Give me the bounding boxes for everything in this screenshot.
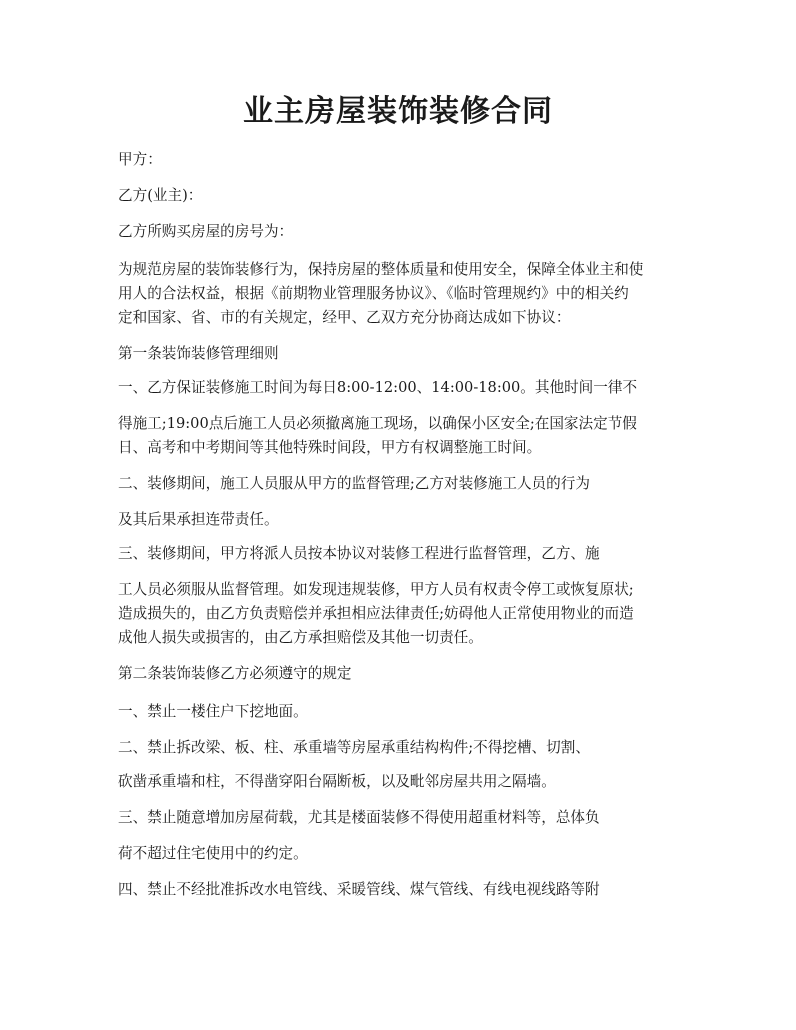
article-2-item-3-continued <box>118 842 684 866</box>
text-line: 甲方： <box>118 151 162 168</box>
text-line: 三、禁止随意增加房屋荷载，尤其是楼面装修不得使用超重材料等，总体负 <box>118 809 600 826</box>
text-line: 得施工;19:00点后施工人员必须撤离施工现场，以确保小区安全;在国家法定节假 <box>118 415 637 432</box>
article-2-item-2 <box>118 736 684 760</box>
article-2-heading <box>118 662 684 686</box>
text-line: 砍凿承重墙和柱，不得凿穿阳台隔断板，以及毗邻房屋共用之隔墙。 <box>118 773 556 790</box>
text-line: 第一条装饰装修管理细则 <box>118 345 279 362</box>
text-line: 二、禁止拆改梁、板、柱、承重墙等房屋承重结构构件;不得挖槽、切割、 <box>118 739 590 756</box>
text-line: 四、禁止不经批准拆改水电管线、采暖管线、煤气管线、有线电视线路等附 <box>118 881 600 898</box>
document-title: 业主房屋装饰装修合同 <box>243 94 553 129</box>
party-a-line <box>118 148 684 172</box>
article-1-item-2-continued <box>118 508 684 532</box>
article-1-item-3 <box>118 542 684 566</box>
text-line: 乙方所购买房屋的房号为： <box>118 223 294 240</box>
text-line: 为规范房屋的装饰装修行为，保持房屋的整体质量和使用安全，保障全体业主和使 <box>118 261 644 278</box>
text-line: 工人员必须服从监督管理。如发现违规装修，甲方人员有权责令停工或恢复原状; <box>118 581 634 598</box>
article-2-item-4 <box>118 878 684 902</box>
text-line: 二、装修期间，施工人员服从甲方的监督管理;乙方对装修施工人员的行为 <box>118 475 590 492</box>
room-number-line <box>118 220 684 244</box>
preamble-paragraph <box>118 258 684 330</box>
text-line: 用人的合法权益，根据《前期物业管理服务协议》、《临时管理规约》中的相关约 <box>118 285 629 302</box>
text-line: 造成损失的，由乙方负责赔偿并承担相应法律责任;妨碍他人正常使用物业的而造 <box>118 605 634 622</box>
text-line: 一、禁止一楼住户下挖地面。 <box>118 703 308 720</box>
article-2-item-1 <box>118 700 684 724</box>
text-line: 成他人损失或损害的，由乙方承担赔偿及其他一切责任。 <box>118 629 483 646</box>
text-line: 及其后果承担连带责任。 <box>118 511 279 528</box>
article-1-item-1 <box>118 376 684 400</box>
article-2-item-3 <box>118 806 684 830</box>
text-line: 定和国家、省、市的有关规定，经甲、乙双方充分协商达成如下协议： <box>118 309 571 326</box>
article-1-item-2 <box>118 472 684 496</box>
article-1-heading <box>118 342 684 366</box>
text-line: 乙方(业主)： <box>118 187 203 204</box>
article-1-item-1-continued <box>118 412 684 460</box>
party-b-line <box>118 184 684 208</box>
article-2-item-2-continued <box>118 770 684 794</box>
text-line: 三、装修期间，甲方将派人员按本协议对装修工程进行监督管理，乙方、施 <box>118 545 600 562</box>
article-1-item-3-continued <box>118 578 684 650</box>
text-line: 第二条装饰装修乙方必须遵守的规定 <box>118 665 352 682</box>
text-line: 一、乙方保证装修施工时间为每日8:00-12:00、14:00-18:00。其他时间一律不 <box>118 379 638 396</box>
text-line: 荷不超过住宅使用中的约定。 <box>118 845 308 862</box>
text-line: 日、高考和中考期间等其他特殊时间段，甲方有权调整施工时间。 <box>118 439 542 456</box>
